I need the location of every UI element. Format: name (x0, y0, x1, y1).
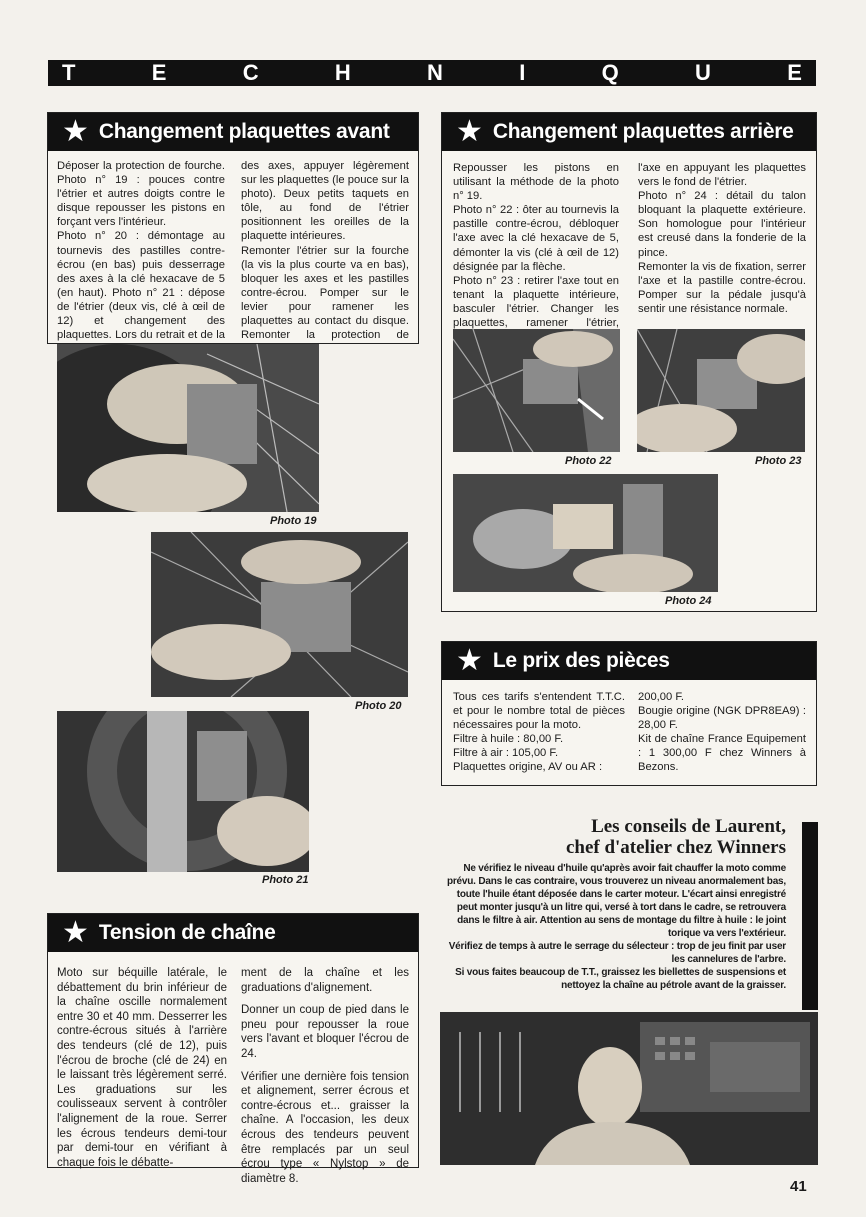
header-letter: I (519, 60, 526, 85)
paragraph: des axes, appuyer légèrement sur les plaquettes (le pouce sur la photo). Deux petits taquets en tôle, au fond de l'étrier positionnent les oreilles de la plaquette intérieures. (241, 160, 409, 243)
paragraph: l'axe en appuyant les plaquettes vers le fond de l'étrier. (638, 162, 806, 189)
photo-23 (637, 329, 805, 452)
paragraph: Filtre à huile : 80,00 F. (453, 733, 564, 746)
paragraph: Repousser les pistons en utilisant la méthode de la photo n° 19. (453, 162, 619, 203)
header-letter: E (787, 60, 802, 85)
prices-col2 (638, 690, 806, 775)
front-pads-title-bar (48, 113, 418, 151)
prices-box (441, 641, 817, 786)
photo-20 (151, 532, 408, 697)
rear-pads-title: Changement plaquettes arrière (492, 120, 794, 143)
star-icon: ★ (62, 916, 89, 949)
star-icon: ★ (456, 115, 483, 148)
conseils-body (440, 862, 786, 992)
photo-22-caption: Photo 22 (565, 455, 612, 467)
paragraph: 200,00 F. (638, 691, 685, 703)
photo-21-caption: Photo 21 (262, 874, 309, 886)
paragraph: Filtre à air : 105,00 F. (453, 747, 559, 760)
conseils-title (440, 816, 786, 858)
paragraph: Remonter la vis de fixation, serrer l'axe et la pastille contre-écrou. Pomper sur la pédale jusqu'à sentir une résistance normale. (638, 260, 806, 315)
paragraph: ment de la chaîne et les graduations d'alignement. (241, 967, 409, 994)
paragraph: Photo n° 24 : détail du talon bloquant la plaquette extérieure. Son homologue pour l'intérieur est creusé dans la fonderie de la pince. (638, 190, 806, 259)
prices-col1 (453, 690, 625, 775)
star-icon: ★ (62, 115, 89, 148)
photo-24-caption: Photo 24 (665, 595, 712, 607)
paragraph: Remonter l'étrier sur la fourche (la vis la plus courte va en bas), bloquer les axes et les pastilles contre-écrou. Pomper sur le levier pour ramener les plaquettes au contact du disque. Remonter la protection de (241, 244, 409, 342)
chain-tension-col2 (241, 966, 409, 1186)
rear-pads-col1 (453, 161, 619, 344)
photo-23-caption: Photo 23 (755, 455, 802, 467)
paragraph: Donner un coup de pied dans le pneu pour repousser la roue vers l'avant et bloquer l'écrou de 24. (241, 1004, 409, 1060)
front-pads-title: Changement plaquettes avant (98, 120, 390, 143)
chain-tension-title-bar (48, 914, 418, 952)
section-header-bar (48, 60, 816, 86)
paragraph: Photo n° 20 : démontage au tournevis des pastilles contre-écrou (en bas) puis desserrage des axes à la clé hexacave de 5 (en haut). Photo n° 21 : dépose de l'étrier (deux vis, clé à œil de 12) et changement des plaquettes. Lors du retrait et de la (57, 230, 225, 342)
paragraph: Tous ces tarifs s'entendent T.T.C. et pour le nombre total de pièces nécessaires pour la moto. (453, 691, 625, 732)
paragraph: Photo n° 22 : ôter au tournevis la pastille contre-écrou, débloquer l'axe avec la clé hexacave de 5, démonter la vis (clé à œil de 12) désignée par la flèche. (453, 204, 619, 273)
photo-22 (453, 329, 620, 452)
photo-19 (57, 344, 319, 512)
header-letter: N (427, 60, 443, 85)
front-pads-col1 (57, 159, 225, 356)
paragraph: Si vous faites beaucoup de T.T., graissez les biellettes de suspensions et nettoyez la chaîne au pétrole avant de la graisser. (455, 967, 786, 991)
front-pads-col2 (241, 159, 409, 356)
header-letter: E (151, 60, 167, 85)
paragraph: Plaquettes origine, AV ou AR : (453, 761, 603, 774)
paragraph: Vérifiez de temps à autre le serrage du sélecteur : trop de jeu finit par user les cannelures de l'arbre. (448, 941, 786, 965)
rear-pads-col2 (638, 161, 806, 316)
prices-title: Le prix des pièces (492, 649, 670, 672)
paragraph: Moto sur béquille latérale, le débattement du brin inférieur de la chaîne oscille normalement entre 30 et 40 mm. Desserrer les contre-écrous situés à l'arrière des tendeurs (clé de 12), puis l'écrou de broche (clé de 24) en le laissant très légèrement serré. Les graduations sur les coulisseaux servent à contrôler l'alignement de la roue. Serrer les écrous tendeurs demi-tour par demi-tour en vérifiant à chaque fois le débatte- (57, 967, 227, 1169)
front-pads-box (47, 112, 419, 344)
chain-tension-box (47, 913, 419, 1185)
conseils-side-rule (802, 822, 818, 1010)
header-letter: U (695, 60, 711, 85)
prices-title-bar (442, 642, 816, 680)
laurent-portrait-photo (440, 1012, 818, 1165)
paragraph: Vérifier une dernière fois tension et alignement, serrer écrous et contre-écrous et... graisser la chaîne. A l'occasion, les deux écrous des tendeurs peuvent être remplacés par un seul écrou type « Nylstop » de diamètre 8. (241, 1070, 409, 1185)
page-number: 41 (790, 1178, 807, 1195)
header-letter: Q (601, 60, 619, 85)
photo-24 (453, 474, 718, 592)
paragraph: Kit de chaîne France Equipement : 1 300,00 F chez Winners à Bezons. (638, 733, 806, 774)
chain-tension-col1 (57, 966, 227, 1170)
paragraph: Déposer la protection de fourche. Photo n° 19 : pouces contre l'étrier et autres doigts contre le disque repousser les pistons en forçant vers l'intérieur. (57, 160, 225, 229)
photo-20-caption: Photo 20 (355, 700, 402, 712)
photo-19-caption: Photo 19 (270, 515, 317, 527)
paragraph: Ne vérifiez le niveau d'huile qu'après avoir fait chauffer la moto comme prévu. Dans le cas contraire, vous trouverez un niveau anormalement bas, toute l'huile étant déposée dans le carter moteur. L'écart ainsi enregistré peut monter jusqu'à un litre qui, versé à tort dans le cadre, se retrouvera dans le filtre à air. Attention au sens de montage du filtre à huile : le joint torique va vers l'extérieur. (446, 863, 786, 939)
rear-pads-title-bar (442, 113, 816, 151)
chain-tension-title: Tension de chaîne (98, 921, 276, 944)
conseils-title-line2: chef d'atelier chez Winners (565, 837, 786, 858)
paragraph: Bougie origine (NGK DPR8EA9) : 28,00 F. (638, 705, 806, 732)
paragraph: Photo n° 23 : retirer l'axe tout en tenant la plaquette intérieure, basculer l'étrier. Changer les plaquettes, ramener l'étrier, (453, 274, 619, 330)
star-icon: ★ (456, 644, 483, 677)
header-letter: T (62, 60, 76, 85)
photo-21 (57, 711, 309, 872)
header-letter: C (242, 60, 259, 85)
header-letter: H (334, 60, 351, 85)
conseils-title-line1: Les conseils de Laurent, (591, 816, 786, 837)
